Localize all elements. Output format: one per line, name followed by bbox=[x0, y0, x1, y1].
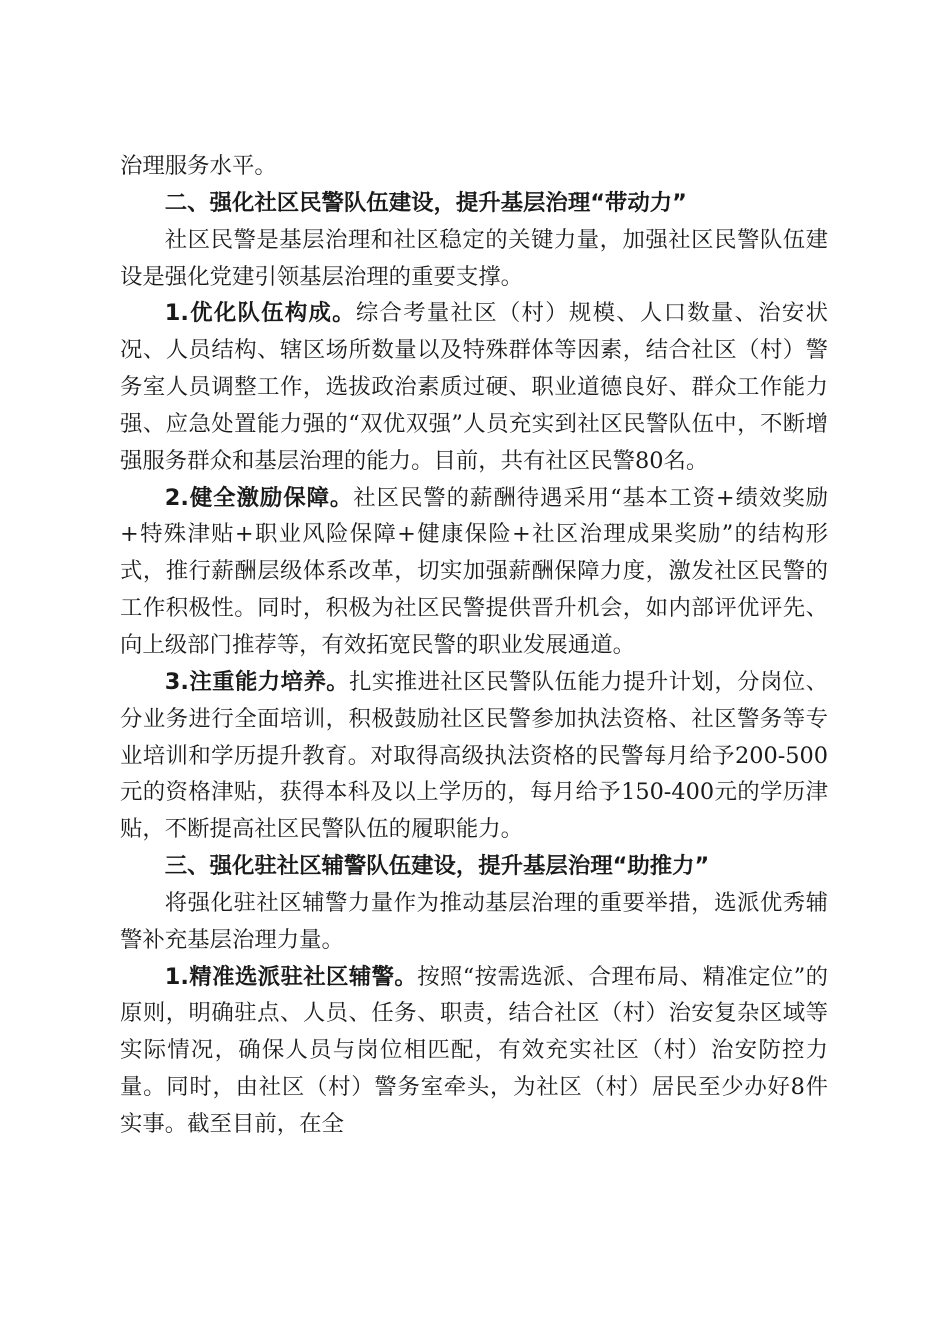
item-lead: 3.注重能力培养。 bbox=[164, 668, 350, 695]
paragraph-continuation: 治理服务水平。 bbox=[120, 153, 277, 179]
item-lead: 2.健全激励保障。 bbox=[164, 484, 354, 511]
item-lead: 1.优化队伍构成。 bbox=[164, 300, 356, 327]
section-heading-3: 三、强化驻社区辅警队伍建设，提升基层治理“助推力” bbox=[164, 853, 710, 880]
document-body bbox=[120, 148, 828, 1143]
section-3-intro: 将强化驻社区辅警力量作为推动基层治理的重要举措，选派优秀辅警补充基层治理力量。 bbox=[120, 889, 828, 953]
section-2-intro: 社区民警是基层治理和社区稳定的关键力量，加强社区民警队伍建设是强化党建引领基层治理的重要支撑。 bbox=[120, 226, 828, 290]
item-text: 综合考量社区（村）规模、人口数量、治安状况、人员结构、辖区场所数量以及特殊群体等因素，结合社区（村）警务室人员调整工作，选拔政治素质过硬、职业道德良好、群众工作能力强、应急处置能力强的“双优双强”人员充实到社区民警队伍中，不断增强服务群众和基层治理的能力。目前，共有社区民警80名。 bbox=[120, 300, 828, 474]
item-text: 扎实推进社区民警队伍能力提升计划，分岗位、分业务进行全面培训，积极鼓励社区民警参加执法资格、社区警务等专业培训和学历提升教育。对取得高级执法资格的民警每月给予200-500元的资格津贴，获得本科及以上学历的，每月给予150-400元的学历津贴，不断提高社区民警队伍的履职能力。 bbox=[120, 668, 829, 843]
item-capability-training bbox=[120, 664, 828, 848]
item-lead: 1.精准选派驻社区辅警。 bbox=[164, 963, 418, 990]
item-incentive-guarantee bbox=[120, 480, 828, 664]
item-text: 按照“按需选派、合理布局、精准定位”的原则，明确驻点、人员、任务、职责，结合社区（村）治安复杂区域等实际情况，确保人员与岗位相匹配，有效充实社区（村）治安防控力量。同时，由社区（村）警务室牵头，为社区（村）居民至少办好8件实事。截至目前，在全 bbox=[120, 963, 828, 1137]
item-text: 社区民警的薪酬待遇采用“基本工资+绩效奖励+特殊津贴+职业风险保障+健康保险+社区治理成果奖励”的结构形式，推行薪酬层级体系改革，切实加强薪酬保障力度，激发社区民警的工作积极性。同时，积极为社区民警提供晋升机会，如内部评优评先、向上级部门推荐等，有效拓宽民警的职业发展通道。 bbox=[120, 484, 828, 658]
item-precise-assignment bbox=[120, 959, 828, 1143]
section-heading-2: 二、强化社区民警队伍建设，提升基层治理“带动力” bbox=[164, 189, 687, 216]
item-optimize-team bbox=[120, 295, 828, 479]
